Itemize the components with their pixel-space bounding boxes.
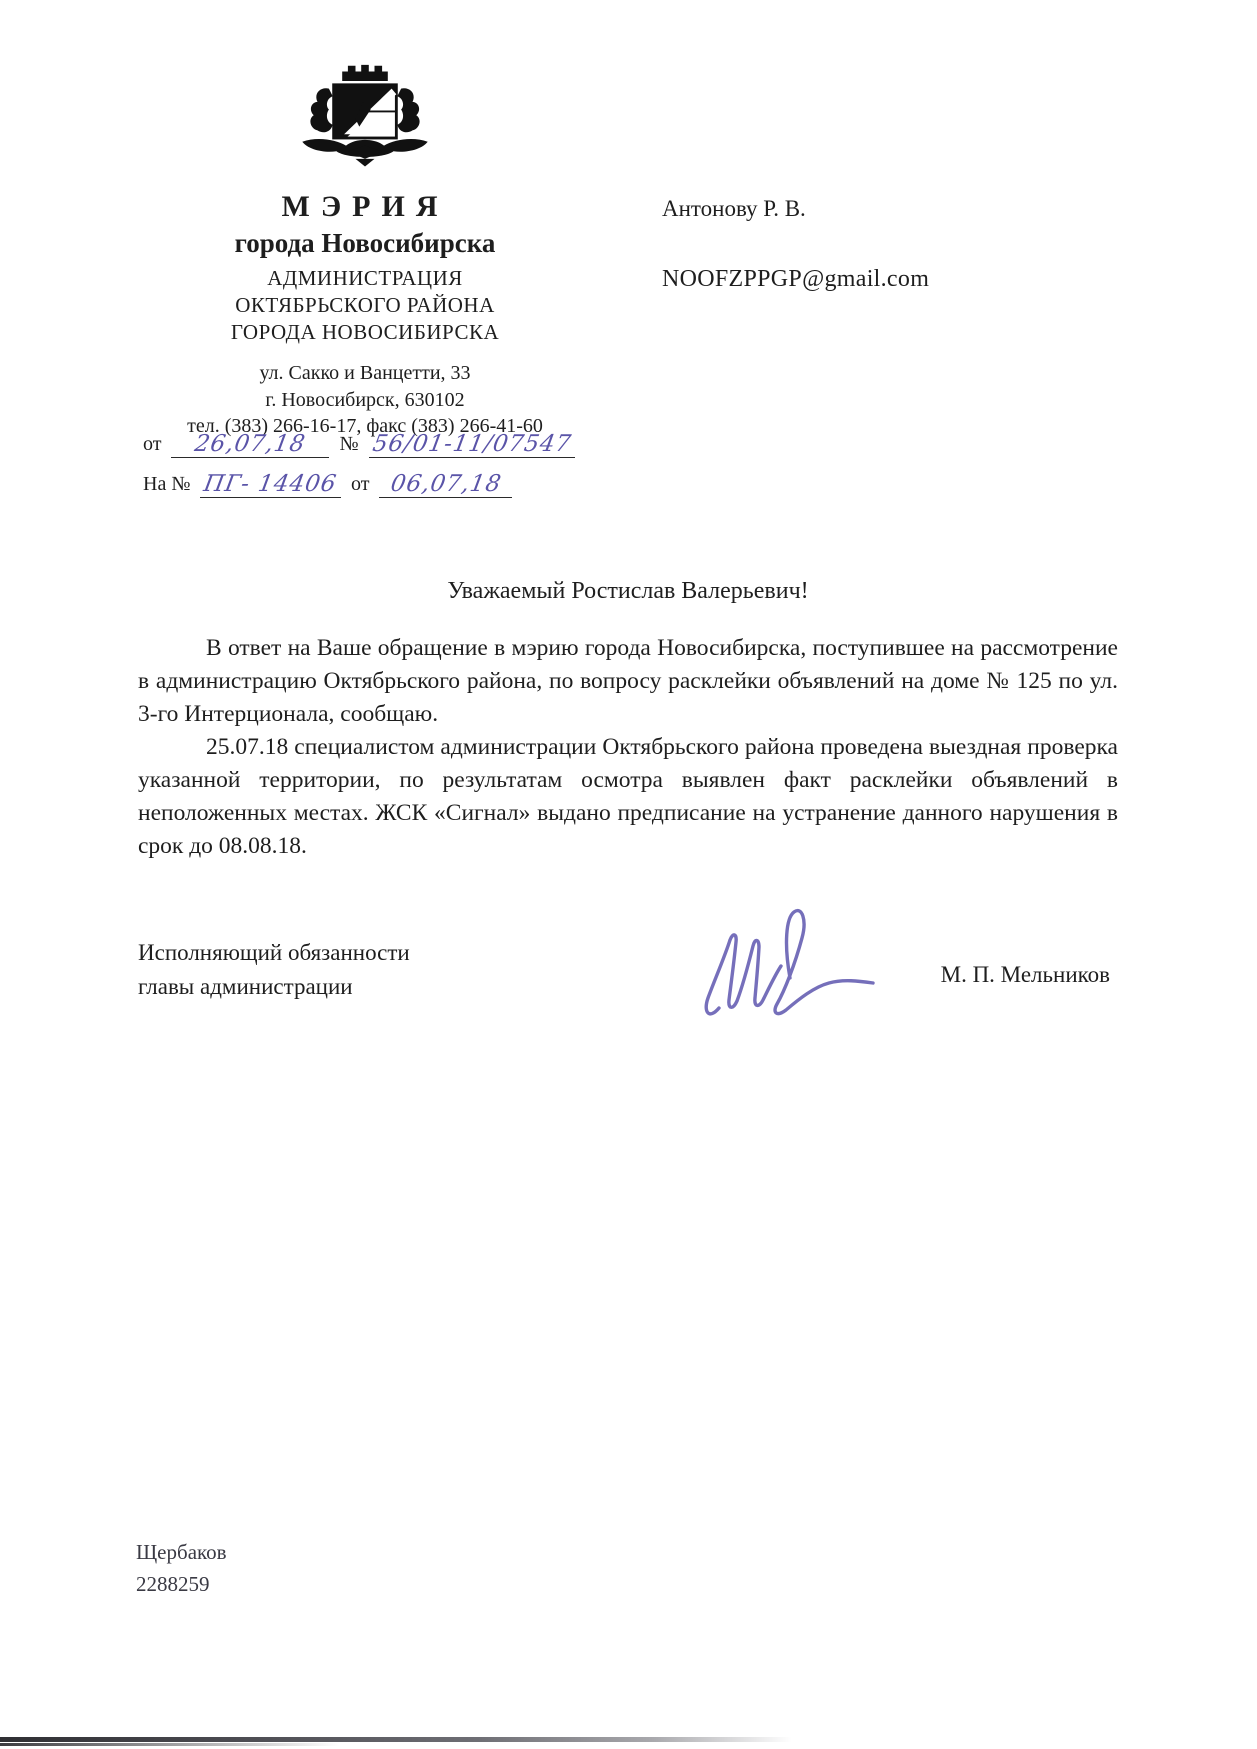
body-paragraph-2: 25.07.18 специалистом администрации Октябрьского района проведена выездная проверка указанной территории, по результатам осмотра выявлен факт расклейки объявлений в неположенных местах. ЖСК «Сигнал» выдано предписание на устранение данного нарушения в срок до 08.08.18.	[138, 734, 1118, 859]
incoming-number-handwritten: ПГ- 14406	[202, 471, 340, 497]
signer-position-line1: Исполняющий обязанности	[138, 940, 410, 965]
novosibirsk-coat-of-arms-icon	[289, 60, 441, 178]
outgoing-date-handwritten: 26,07,18	[192, 431, 308, 457]
outgoing-number-handwritten: 56/01-11/07547	[370, 431, 574, 457]
outgoing-date-field	[171, 432, 329, 458]
org-name-city: города Новосибирска	[234, 228, 496, 258]
signature-block	[138, 930, 1118, 1050]
incoming-date-label: от	[350, 473, 370, 495]
incoming-date-handwritten: 06,07,18	[388, 471, 504, 497]
dept-line-administration: АДМИНИСТРАЦИЯ	[267, 266, 463, 290]
address-street: ул. Сакко и Ванцетти, 33	[259, 362, 471, 384]
outgoing-date-label: от	[143, 433, 162, 455]
incoming-date-field	[379, 472, 512, 498]
dept-line-city: ГОРОДА НОВОСИБИРСКА	[230, 320, 500, 344]
handwritten-signature	[693, 880, 883, 1040]
letter-body	[138, 632, 1118, 863]
recipient-name: Антонову Р. В.	[662, 196, 806, 221]
scan-edge-artifact	[0, 1737, 1257, 1742]
incoming-ref-row	[143, 472, 613, 498]
scan-edge-artifact-2	[0, 1743, 377, 1746]
org-name-maeriya: МЭРИЯ	[281, 190, 449, 223]
recipient-email: NOOFZPPGP@gmail.com	[662, 266, 930, 292]
body-paragraph-1: В ответ на Ваше обращение в мэрию города Новосибирска, поступившее на рассмотрение в администрацию Октябрьского района, по вопросу расклейки объявлений на доме № 125 по ул. 3-го Интерционала, сообщаю.	[138, 635, 1118, 727]
registration-block	[143, 432, 613, 512]
address-city: г. Новосибирск, 630102	[265, 389, 465, 411]
signer-position-line2: главы администрации	[138, 974, 353, 999]
outgoing-ref-row	[143, 432, 613, 458]
letterhead	[120, 60, 610, 438]
recipient-block	[662, 196, 929, 293]
signer-name: М. П. Мельников	[940, 962, 1110, 987]
executor-name: Щербаков	[136, 1540, 227, 1564]
phone-fax-line: тел. (383) 266-16-17, факс (383) 266-41-60	[187, 415, 543, 437]
outgoing-number-label: №	[339, 433, 359, 455]
executor-phone: 2288259	[136, 1572, 210, 1596]
executor-block	[136, 1536, 227, 1600]
incoming-number-label: На №	[143, 473, 191, 495]
salutation: Уважаемый Ростислав Валерьевич!	[447, 578, 809, 604]
dept-line-district: ОКТЯБРЬСКОГО РАЙОНА	[235, 293, 495, 317]
incoming-number-field	[200, 472, 341, 498]
outgoing-number-field	[369, 432, 575, 458]
